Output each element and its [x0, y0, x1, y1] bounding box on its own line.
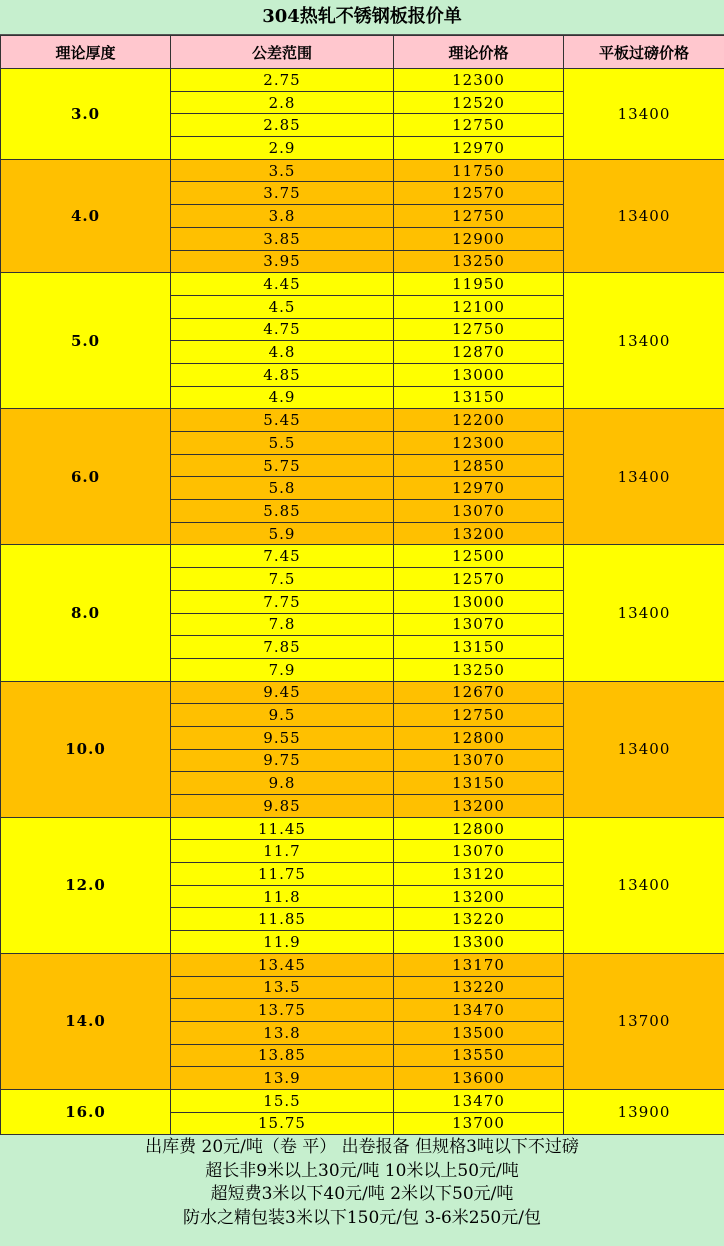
thickness-cell: 8.0	[1, 545, 171, 681]
tolerance-cell: 9.85	[171, 795, 394, 818]
note-line: 超长非9米以上30元/吨 10米以上50元/吨	[205, 1160, 519, 1181]
tolerance-cell: 5.75	[171, 454, 394, 477]
tolerance-cell: 2.8	[171, 91, 394, 114]
tolerance-cell: 15.75	[171, 1112, 394, 1135]
theory-price-cell: 12300	[394, 69, 564, 92]
theory-price-cell: 13000	[394, 590, 564, 613]
theory-price-cell: 12750	[394, 205, 564, 228]
theory-price-cell: 12800	[394, 817, 564, 840]
theory-price-cell: 13200	[394, 795, 564, 818]
theory-price-cell: 12800	[394, 726, 564, 749]
theory-price-cell: 13500	[394, 1021, 564, 1044]
theory-price-cell: 13200	[394, 885, 564, 908]
theory-price-cell: 12900	[394, 227, 564, 250]
tolerance-cell: 4.8	[171, 341, 394, 364]
header-tolerance: 公差范围	[171, 36, 394, 69]
thickness-cell: 16.0	[1, 1089, 171, 1134]
theory-price-cell: 12520	[394, 91, 564, 114]
theory-price-cell: 13150	[394, 386, 564, 409]
theory-price-cell: 12750	[394, 704, 564, 727]
theory-price-cell: 12570	[394, 182, 564, 205]
tolerance-cell: 13.5	[171, 976, 394, 999]
scale-price-cell: 13700	[564, 953, 724, 1089]
tolerance-cell: 2.85	[171, 114, 394, 137]
table-row	[1, 545, 724, 568]
theory-price-cell: 13470	[394, 1089, 564, 1112]
scale-price-cell: 13400	[564, 817, 724, 953]
table-row	[1, 409, 724, 432]
theory-price-cell: 13550	[394, 1044, 564, 1067]
note-line: 超短费3米以下40元/吨 2米以下50元/吨	[210, 1184, 514, 1205]
table-row	[1, 273, 724, 296]
price-table	[0, 35, 724, 1135]
table-row	[1, 681, 724, 704]
tolerance-cell: 5.8	[171, 477, 394, 500]
table-row	[1, 159, 724, 182]
tolerance-cell: 3.75	[171, 182, 394, 205]
tolerance-cell: 3.8	[171, 205, 394, 228]
theory-price-cell: 13170	[394, 953, 564, 976]
thickness-cell: 5.0	[1, 273, 171, 409]
thickness-cell: 6.0	[1, 409, 171, 545]
thickness-cell: 10.0	[1, 681, 171, 817]
tolerance-cell: 3.5	[171, 159, 394, 182]
thickness-cell: 12.0	[1, 817, 171, 953]
tolerance-cell: 11.8	[171, 885, 394, 908]
theory-price-cell: 13250	[394, 658, 564, 681]
theory-price-cell: 13070	[394, 749, 564, 772]
table-row	[1, 69, 724, 92]
theory-price-cell: 12200	[394, 409, 564, 432]
table-row	[1, 953, 724, 976]
thickness-cell: 4.0	[1, 159, 171, 272]
theory-price-cell: 12970	[394, 137, 564, 160]
tolerance-cell: 7.45	[171, 545, 394, 568]
scale-price-cell: 13400	[564, 681, 724, 817]
theory-price-cell: 12300	[394, 432, 564, 455]
theory-price-cell: 13700	[394, 1112, 564, 1135]
note-line: 防水之精包装3米以下150元/包 3-6米250元/包	[183, 1207, 541, 1228]
theory-price-cell: 13200	[394, 522, 564, 545]
tolerance-cell: 13.9	[171, 1067, 394, 1090]
scale-price-cell: 13400	[564, 69, 724, 160]
theory-price-cell: 13220	[394, 976, 564, 999]
tolerance-cell: 13.45	[171, 953, 394, 976]
header-theory-price: 理论价格	[394, 36, 564, 69]
theory-price-cell: 13070	[394, 500, 564, 523]
theory-price-cell: 13300	[394, 931, 564, 954]
theory-price-cell: 13150	[394, 772, 564, 795]
tolerance-cell: 7.9	[171, 658, 394, 681]
theory-price-cell: 12100	[394, 295, 564, 318]
theory-price-cell: 13220	[394, 908, 564, 931]
theory-price-cell: 12500	[394, 545, 564, 568]
tolerance-cell: 7.5	[171, 568, 394, 591]
note-line: 出库费 20元/吨（卷 平） 出卷报备 但规格3吨以下不过磅	[145, 1137, 579, 1158]
tolerance-cell: 5.45	[171, 409, 394, 432]
tolerance-cell: 13.8	[171, 1021, 394, 1044]
tolerance-cell: 11.75	[171, 863, 394, 886]
theory-price-cell: 12670	[394, 681, 564, 704]
tolerance-cell: 3.95	[171, 250, 394, 273]
tolerance-cell: 9.8	[171, 772, 394, 795]
header-scale-price: 平板过磅价格	[564, 36, 724, 69]
theory-price-cell: 12970	[394, 477, 564, 500]
tolerance-cell: 7.8	[171, 613, 394, 636]
theory-price-cell: 13000	[394, 363, 564, 386]
tolerance-cell: 15.5	[171, 1089, 394, 1112]
tolerance-cell: 4.5	[171, 295, 394, 318]
tolerance-cell: 7.85	[171, 636, 394, 659]
tolerance-cell: 7.75	[171, 590, 394, 613]
tolerance-cell: 3.85	[171, 227, 394, 250]
tolerance-cell: 4.75	[171, 318, 394, 341]
tolerance-cell: 11.45	[171, 817, 394, 840]
notes-section	[0, 1135, 724, 1230]
tolerance-cell: 13.85	[171, 1044, 394, 1067]
tolerance-cell: 4.45	[171, 273, 394, 296]
theory-price-cell: 13120	[394, 863, 564, 886]
tolerance-cell: 11.7	[171, 840, 394, 863]
tolerance-cell: 9.5	[171, 704, 394, 727]
header-thickness: 理论厚度	[1, 36, 171, 69]
scale-price-cell: 13400	[564, 159, 724, 272]
scale-price-cell: 13400	[564, 545, 724, 681]
table-row	[1, 1089, 724, 1112]
theory-price-cell: 12870	[394, 341, 564, 364]
scale-price-cell: 13900	[564, 1089, 724, 1134]
tolerance-cell: 11.9	[171, 931, 394, 954]
thickness-cell: 14.0	[1, 953, 171, 1089]
tolerance-cell: 9.45	[171, 681, 394, 704]
theory-price-cell: 12750	[394, 114, 564, 137]
tolerance-cell: 4.85	[171, 363, 394, 386]
theory-price-cell: 12850	[394, 454, 564, 477]
theory-price-cell: 13070	[394, 840, 564, 863]
header-row	[1, 36, 724, 69]
theory-price-cell: 11950	[394, 273, 564, 296]
tolerance-cell: 2.9	[171, 137, 394, 160]
tolerance-cell: 5.85	[171, 500, 394, 523]
scale-price-cell: 13400	[564, 273, 724, 409]
tolerance-cell: 4.9	[171, 386, 394, 409]
theory-price-cell: 13070	[394, 613, 564, 636]
tolerance-cell: 2.75	[171, 69, 394, 92]
scale-price-cell: 13400	[564, 409, 724, 545]
tolerance-cell: 13.75	[171, 999, 394, 1022]
tolerance-cell: 9.75	[171, 749, 394, 772]
theory-price-cell: 11750	[394, 159, 564, 182]
tolerance-cell: 5.5	[171, 432, 394, 455]
tolerance-cell: 9.55	[171, 726, 394, 749]
table-row	[1, 817, 724, 840]
price-rows	[1, 69, 724, 1135]
theory-price-cell: 13150	[394, 636, 564, 659]
theory-price-cell: 13600	[394, 1067, 564, 1090]
theory-price-cell: 13470	[394, 999, 564, 1022]
tolerance-cell: 11.85	[171, 908, 394, 931]
theory-price-cell: 12750	[394, 318, 564, 341]
theory-price-cell: 13250	[394, 250, 564, 273]
thickness-cell: 3.0	[1, 69, 171, 160]
sheet-title: 304热轧不锈钢板报价单	[0, 0, 724, 35]
tolerance-cell: 5.9	[171, 522, 394, 545]
theory-price-cell: 12570	[394, 568, 564, 591]
